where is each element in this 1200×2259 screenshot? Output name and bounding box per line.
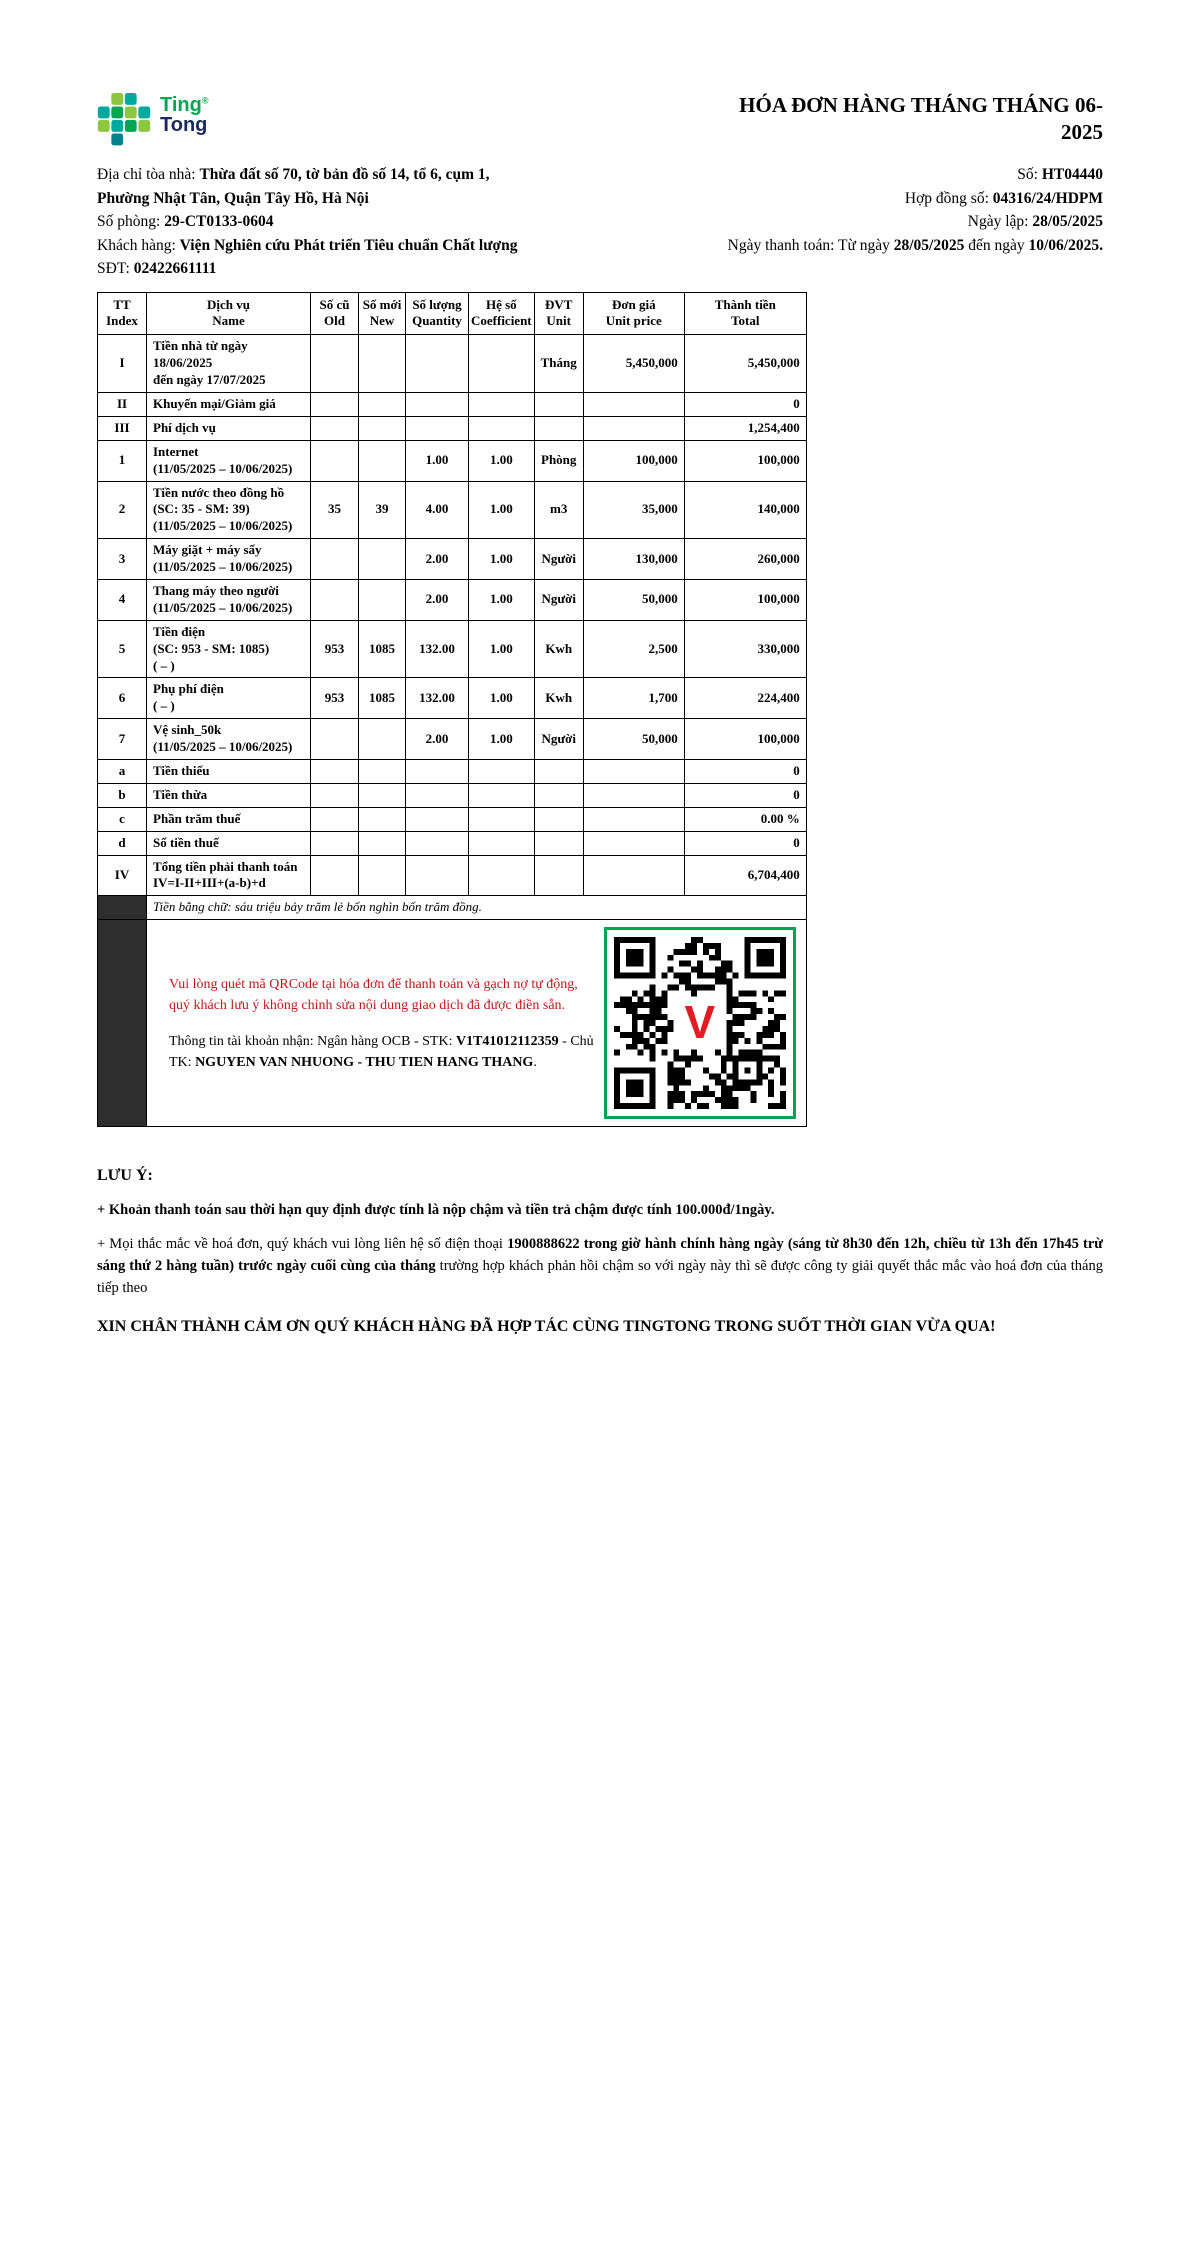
cell-total: 0	[684, 831, 806, 855]
cell-index: IV	[98, 855, 147, 896]
cell-coef: 1.00	[469, 440, 535, 481]
cell-qty: 2.00	[406, 539, 469, 580]
meta-line-2	[97, 187, 1103, 211]
qr-payment-cell	[147, 920, 807, 1127]
registered-trademark-icon: ®	[201, 95, 209, 106]
hotline-note	[97, 1234, 1103, 1299]
column-header-new: Số mới New	[359, 292, 406, 335]
cell-old	[311, 539, 359, 580]
cell-index: 3	[98, 539, 147, 580]
qr-center-logo: V	[684, 996, 716, 1049]
cell-name: Phần trăm thuế	[147, 807, 311, 831]
cell-qty	[406, 416, 469, 440]
cell-qty: 2.00	[406, 719, 469, 760]
cell-total: 0	[684, 392, 806, 416]
cell-total: 5,450,000	[684, 335, 806, 393]
cell-old	[311, 783, 359, 807]
cell-index: d	[98, 831, 147, 855]
cell-qty: 1.00	[406, 440, 469, 481]
bank-account-info	[169, 1031, 601, 1073]
hotline-note-part1: + Mọi thắc mắc về hoá đơn, quý khách vui lòng liên hệ số điện thoại	[97, 1236, 508, 1253]
services-table	[97, 292, 807, 1128]
service-row-I	[98, 335, 807, 393]
cell-unit	[534, 416, 583, 440]
cell-price	[583, 759, 684, 783]
invoice-title: HÓA ĐƠN HÀNG THÁNG THÁNG 06-2025	[739, 93, 1103, 145]
cell-new	[359, 440, 406, 481]
cell-price	[583, 392, 684, 416]
late-payment-note: + Khoản thanh toán sau thời hạn quy định được tính là nộp chậm và tiền trả chậm được tính 100.000đ/1ngày.	[97, 1202, 775, 1219]
cell-qty	[406, 855, 469, 896]
qr-payment-row	[98, 920, 807, 1127]
cell-unit: Người	[534, 579, 583, 620]
tingtong-logo-icon	[97, 92, 151, 148]
column-header-unit-price: Đơn giá Unit price	[583, 292, 684, 335]
issue-date-value: 28/05/2025	[1032, 213, 1103, 230]
cell-new	[359, 719, 406, 760]
cell-price: 50,000	[583, 719, 684, 760]
cell-name: Tiền thừa	[147, 783, 311, 807]
cell-total: 0.00 %	[684, 807, 806, 831]
tingtong-logo	[97, 92, 209, 148]
cell-index: II	[98, 392, 147, 416]
phone-value: 02422661111	[133, 260, 217, 277]
cell-coef	[469, 831, 535, 855]
cell-total: 260,000	[684, 539, 806, 580]
cell-name: Khuyến mại/Giảm giá	[147, 392, 311, 416]
service-row-1	[98, 440, 807, 481]
cell-unit	[534, 807, 583, 831]
cell-name: Số tiền thuế	[147, 831, 311, 855]
cell-total: 100,000	[684, 440, 806, 481]
phone-label: SĐT:	[97, 260, 134, 277]
filled-dark-cell	[98, 896, 147, 920]
cell-new	[359, 392, 406, 416]
contract-number	[905, 187, 1103, 211]
header	[97, 92, 1103, 148]
column-header-coefficient: Hệ số Coefficient	[469, 292, 535, 335]
cell-qty	[406, 831, 469, 855]
account-holder: NGUYEN VAN NHUONG - THU TIEN HANG THANG	[195, 1054, 534, 1070]
qr-pattern	[614, 937, 786, 1109]
cell-name: Tiền nước theo đồng hồ (SC: 35 - SM: 39) (11/05/2025 – 10/06/2025)	[147, 481, 311, 539]
cell-new	[359, 579, 406, 620]
column-header-old: Số cũ Old	[311, 292, 359, 335]
cell-name: Máy giặt + máy sấy (11/05/2025 – 10/06/2025)	[147, 539, 311, 580]
cell-new	[359, 783, 406, 807]
cell-unit: Phòng	[534, 440, 583, 481]
cell-total: 1,254,400	[684, 416, 806, 440]
amount-in-words-row	[98, 896, 807, 920]
cell-index: 7	[98, 719, 147, 760]
cell-coef: 1.00	[469, 719, 535, 760]
cell-qty	[406, 759, 469, 783]
cell-coef	[469, 335, 535, 393]
service-row-6	[98, 678, 807, 719]
footer-notes	[97, 1167, 1103, 1338]
cell-unit	[534, 831, 583, 855]
service-row-II	[98, 392, 807, 416]
cell-price: 35,000	[583, 481, 684, 539]
cell-qty	[406, 807, 469, 831]
invoice-number	[1017, 163, 1103, 187]
cell-qty: 132.00	[406, 620, 469, 678]
account-mid: - Chủ TK:	[169, 1033, 594, 1070]
issue-date-label: Ngày lập:	[967, 213, 1033, 230]
cell-new: 1085	[359, 620, 406, 678]
cell-index: I	[98, 335, 147, 393]
cell-old	[311, 855, 359, 896]
cell-new: 39	[359, 481, 406, 539]
cell-old	[311, 807, 359, 831]
cell-name: Internet (11/05/2025 – 10/06/2025)	[147, 440, 311, 481]
cell-unit	[534, 783, 583, 807]
payment-between: đến ngày	[964, 236, 1029, 254]
cell-coef	[469, 807, 535, 831]
service-row-5	[98, 620, 807, 678]
cell-unit: Người	[534, 539, 583, 580]
service-row-d	[98, 831, 807, 855]
payment-label: Ngày thanh toán: Từ ngày	[727, 236, 894, 254]
cell-total: 224,400	[684, 678, 806, 719]
cell-old	[311, 392, 359, 416]
cell-new	[359, 539, 406, 580]
cell-total: 330,000	[684, 620, 806, 678]
cell-price: 50,000	[583, 579, 684, 620]
hotline-note-bold: 1900888622 trong giờ hành chính hàng ngày (sáng từ 8h30 đến 12h, chiều từ 13h đến 17h45 trừ sáng thứ 2 hàng tuần) trước ngày cuối cùng của tháng	[97, 1236, 1103, 1274]
table-header-row	[98, 292, 807, 335]
invoice-no-value: HT04440	[1041, 166, 1103, 183]
cell-index: 5	[98, 620, 147, 678]
cell-new	[359, 855, 406, 896]
room-value: 29-CT0133-0604	[164, 213, 274, 230]
logo-word-ting: Ting	[160, 94, 202, 116]
cell-unit: Người	[534, 719, 583, 760]
qr-payment-area	[153, 923, 800, 1123]
cell-new	[359, 807, 406, 831]
service-row-3	[98, 539, 807, 580]
cell-total: 0	[684, 783, 806, 807]
customer-label: Khách hàng:	[97, 236, 180, 254]
cell-total: 0	[684, 759, 806, 783]
service-row-7	[98, 719, 807, 760]
room-number	[97, 210, 274, 234]
cell-coef	[469, 855, 535, 896]
room-label: Số phòng:	[97, 213, 165, 230]
cell-price: 100,000	[583, 440, 684, 481]
filled-dark-cell	[98, 920, 147, 1127]
cell-total: 140,000	[684, 481, 806, 539]
cell-index: III	[98, 416, 147, 440]
cell-new	[359, 335, 406, 393]
cell-name: Phí dịch vụ	[147, 416, 311, 440]
cell-name: Thang máy theo người (11/05/2025 – 10/06/2025)	[147, 579, 311, 620]
payment-period	[728, 234, 1103, 258]
cell-old	[311, 831, 359, 855]
service-row-b	[98, 783, 807, 807]
cell-old	[311, 440, 359, 481]
cell-total: 6,704,400	[684, 855, 806, 896]
qr-notice-text: Vui lòng quét mã QRCode tại hóa đơn để thanh toán và gạch nợ tự động, quý khách lưu ý không chỉnh sửa nội dung giao dịch đã được điền sẵn.	[169, 976, 578, 1013]
customer-value: Viện Nghiên cứu Phát triển Tiêu chuẩn Chất lượng	[179, 236, 518, 254]
cell-price	[583, 855, 684, 896]
cell-new	[359, 831, 406, 855]
cell-old: 953	[311, 620, 359, 678]
cell-total: 100,000	[684, 719, 806, 760]
payment-to-date: 10/06/2025.	[1028, 236, 1103, 254]
cell-unit	[534, 759, 583, 783]
cell-new	[359, 759, 406, 783]
amount-in-words-text: sáu triệu bảy trăm lẻ bốn nghìn bốn trăm đồng.	[231, 899, 482, 915]
cell-qty: 4.00	[406, 481, 469, 539]
service-row-2	[98, 481, 807, 539]
logo-word-tong: Tong	[160, 114, 208, 137]
cell-index: 2	[98, 481, 147, 539]
cell-price	[583, 783, 684, 807]
meta-line-3	[97, 210, 1103, 234]
cell-coef	[469, 416, 535, 440]
cell-coef	[469, 392, 535, 416]
cell-coef	[469, 759, 535, 783]
cell-unit: Kwh	[534, 678, 583, 719]
cell-old	[311, 579, 359, 620]
cell-coef: 1.00	[469, 620, 535, 678]
column-header-index: TT Index	[98, 292, 147, 335]
cell-qty	[406, 392, 469, 416]
cell-new	[359, 416, 406, 440]
cell-price	[583, 831, 684, 855]
cell-unit	[534, 392, 583, 416]
service-row-III	[98, 416, 807, 440]
cell-old	[311, 719, 359, 760]
amount-in-words-label: Tiền bằng chữ:	[153, 899, 232, 915]
cell-qty: 2.00	[406, 579, 469, 620]
contract-label: Hợp đồng số:	[904, 189, 993, 207]
note-title: LƯU Ý:	[97, 1167, 153, 1185]
logo-wordmark	[160, 92, 209, 136]
cell-index: 1	[98, 440, 147, 481]
invoice-meta	[97, 163, 1103, 281]
building-address-line2: Phường Nhật Tân, Quận Tây Hồ, Hà Nội	[97, 189, 369, 207]
cell-index: 4	[98, 579, 147, 620]
cell-coef: 1.00	[469, 678, 535, 719]
cell-qty	[406, 783, 469, 807]
table-body	[98, 335, 807, 896]
address-label: Địa chỉ tòa nhà:	[97, 166, 200, 183]
cell-unit	[534, 855, 583, 896]
cell-coef	[469, 783, 535, 807]
service-row-c	[98, 807, 807, 831]
cell-name: Tiền nhà từ ngày 18/06/2025 đến ngày 17/07/2025	[147, 335, 311, 393]
thank-you-message: XIN CHÂN THÀNH CẢM ƠN QUÝ KHÁCH HÀNG ĐÃ HỢP TÁC CÙNG TINGTONG TRONG SUỐT THỜI GIAN VỪA QUA!	[97, 1318, 996, 1336]
cell-name: Vệ sinh_50k (11/05/2025 – 10/06/2025)	[147, 719, 311, 760]
cell-index: c	[98, 807, 147, 831]
address-value-line1: Thừa đất số 70, tờ bản đồ số 14, tổ 6, cụm 1,	[199, 166, 490, 183]
cell-old	[311, 335, 359, 393]
service-row-a	[98, 759, 807, 783]
cell-old: 35	[311, 481, 359, 539]
cell-price: 2,500	[583, 620, 684, 678]
qr-instructions	[169, 974, 601, 1073]
cell-unit: m3	[534, 481, 583, 539]
column-header-name: Dịch vụ Name	[147, 292, 311, 335]
customer-name	[97, 234, 517, 258]
customer-phone	[97, 257, 216, 281]
issue-date	[968, 210, 1103, 234]
cell-old	[311, 759, 359, 783]
service-row-IV	[98, 855, 807, 896]
cell-coef: 1.00	[469, 579, 535, 620]
cell-price	[583, 416, 684, 440]
cell-price	[583, 807, 684, 831]
account-suffix: .	[533, 1054, 537, 1070]
qr-code	[604, 927, 796, 1119]
column-header-quantity: Số lượng Quantity	[406, 292, 469, 335]
cell-name: Tổng tiền phải thanh toán IV=I-II+III+(a-b)+d	[147, 855, 311, 896]
cell-old: 953	[311, 678, 359, 719]
cell-coef: 1.00	[469, 539, 535, 580]
cell-index: b	[98, 783, 147, 807]
account-prefix: Thông tin tài khoản nhận: Ngân hàng OCB - STK:	[169, 1033, 456, 1049]
cell-name: Tiền điện (SC: 953 - SM: 1085) ( – )	[147, 620, 311, 678]
cell-unit: Tháng	[534, 335, 583, 393]
cell-qty: 132.00	[406, 678, 469, 719]
payment-from-date: 28/05/2025	[893, 236, 965, 254]
cell-coef: 1.00	[469, 481, 535, 539]
column-header-total: Thành tiền Total	[684, 292, 806, 335]
cell-unit: Kwh	[534, 620, 583, 678]
meta-line-5	[97, 257, 1103, 281]
cell-price: 1,700	[583, 678, 684, 719]
amount-in-words-cell	[147, 896, 807, 920]
contract-value: 04316/24/HDPM	[992, 189, 1103, 207]
meta-line-4	[97, 234, 1103, 258]
cell-name: Phụ phí điện ( – )	[147, 678, 311, 719]
cell-old	[311, 416, 359, 440]
cell-new: 1085	[359, 678, 406, 719]
service-row-4	[98, 579, 807, 620]
account-number: V1T41012112359	[455, 1033, 559, 1049]
cell-index: a	[98, 759, 147, 783]
column-header-unit: ĐVT Unit	[534, 292, 583, 335]
meta-line-1	[97, 163, 1103, 187]
cell-price: 130,000	[583, 539, 684, 580]
building-address-line1	[97, 163, 490, 187]
cell-price: 5,450,000	[583, 335, 684, 393]
cell-qty	[406, 335, 469, 393]
invoice-no-label: Số:	[1017, 166, 1042, 183]
hotline-note-part2: trường hợp khách phản hồi chậm so với ngày này thì sẽ được công ty giải quyết thắc mắc vào hoá đơn của tháng tiếp theo	[97, 1257, 1103, 1296]
cell-index: 6	[98, 678, 147, 719]
cell-name: Tiền thiếu	[147, 759, 311, 783]
cell-total: 100,000	[684, 579, 806, 620]
